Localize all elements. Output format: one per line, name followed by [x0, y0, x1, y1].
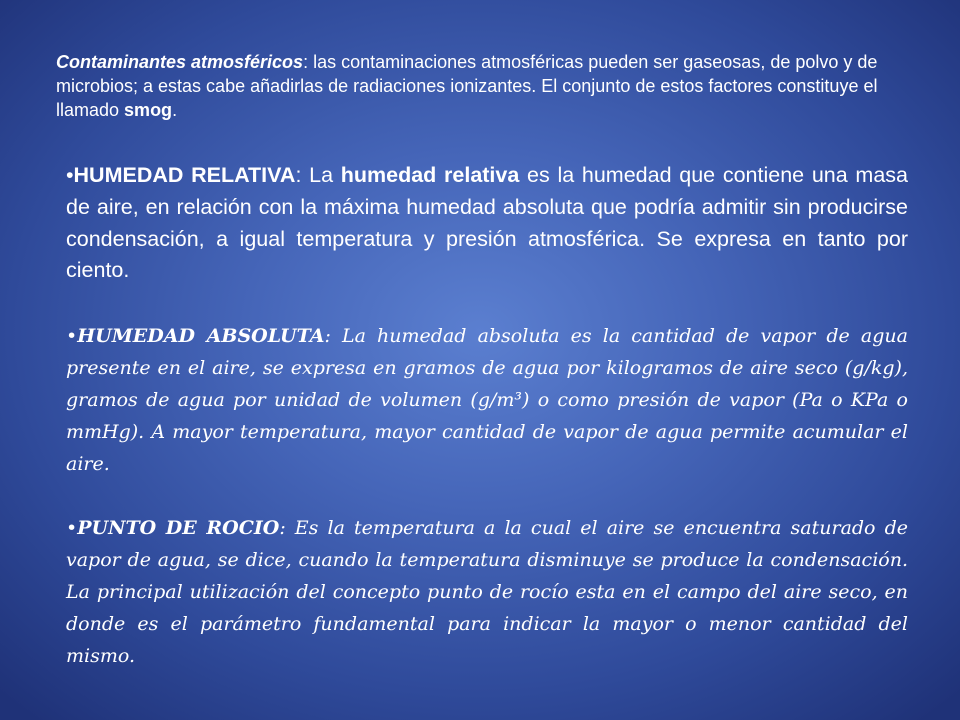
section-heading: HUMEDAD RELATIVA	[73, 163, 296, 187]
intro-end: .	[172, 100, 178, 121]
section-text: Es la temperatura a la cual el aire se encuentra saturado de vapor de agua, se dice, cuando la temperatura disminuye se produce la condensación. La principal utilización del concepto punto de rocío esta en el campo del aire seco, en donde es el parámetro fundamental para indicar la mayor o menor cantidad del mismo.	[66, 517, 908, 668]
bullet-icon: •	[66, 163, 74, 187]
section-text: La humedad absoluta es la cantidad de vapor de agua presente en el aire, se expresa en gramos de agua por kilogramos de aire seco (g/kg), gramos de agua por unidad de volumen (g/m³) o como presión de vapor (Pa o KPa o mmHg). A mayor temperatura, mayor cantidad de vapor de agua permite acumular el aire.	[66, 325, 908, 476]
section-humedad-absoluta	[66, 320, 908, 481]
intro-text: : las contaminaciones atmosféricas pueden ser gaseosas, de polvo y de microbios; a estas cabe añadirlas de radiaciones ionizantes. El conjunto de estos factores constituye el llamado	[56, 52, 878, 121]
section-humedad-relativa	[66, 160, 908, 287]
section-heading: HUMEDAD ABSOLUTA	[77, 325, 325, 347]
section-separator: :	[279, 517, 295, 539]
section-text: La	[309, 163, 341, 187]
section-text: es la humedad que contiene una masa de aire, en relación con la máxima humedad absoluta que podría admitir sin producirse condensación, a igual temperatura y presión atmosférica. Se expresa en tanto por ciento.	[66, 163, 908, 283]
section-highlight: humedad relativa	[340, 163, 520, 187]
intro-smog: smog	[124, 100, 173, 121]
section-punto-de-rocio	[66, 512, 908, 673]
bullet-icon: •	[66, 517, 78, 539]
section-separator: :	[324, 325, 342, 347]
section-separator: :	[295, 163, 310, 187]
intro-paragraph	[56, 50, 896, 122]
intro-term: Contaminantes atmosféricos	[56, 52, 304, 72]
section-heading: PUNTO DE ROCIO	[77, 517, 280, 539]
bullet-icon: •	[66, 325, 78, 347]
